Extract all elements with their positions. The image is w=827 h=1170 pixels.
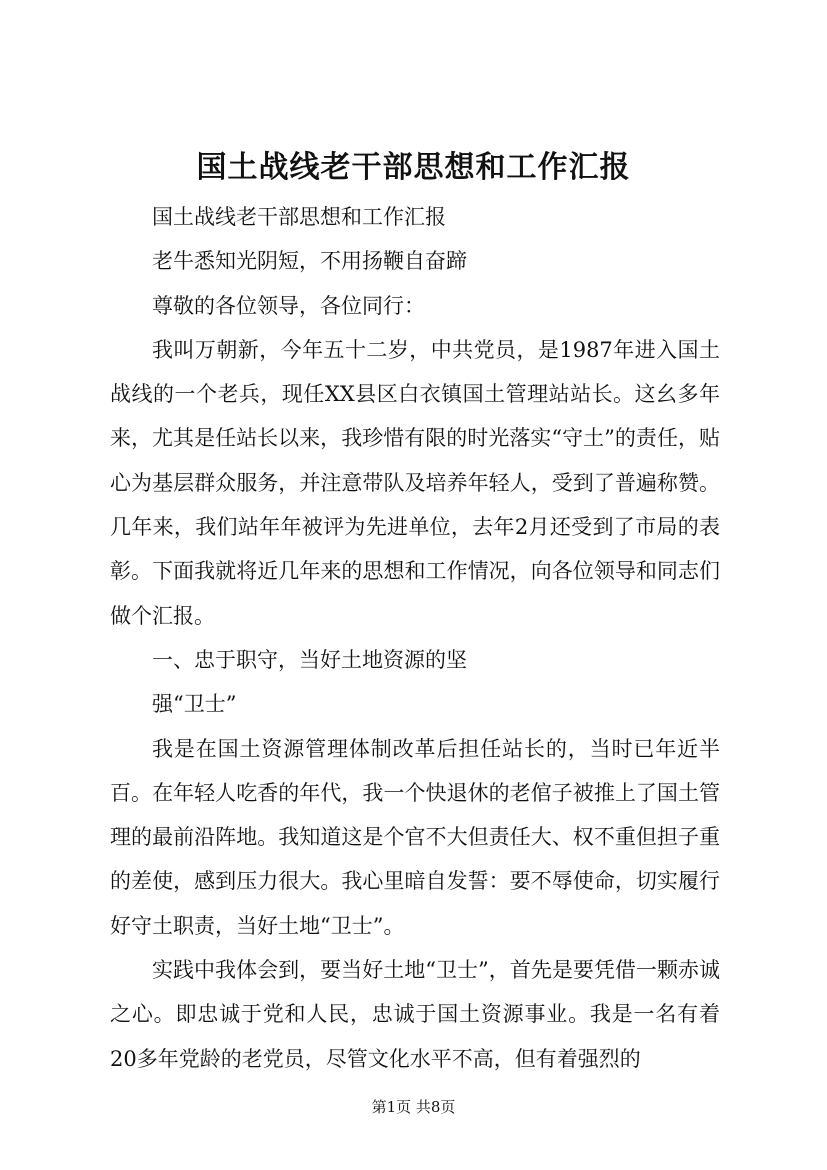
section-heading-line2: 强“卫士” <box>152 692 237 717</box>
paragraph-subtitle: 国土战线老干部思想和工作汇报 <box>152 205 446 229</box>
paragraph-salutation: 尊敬的各位领导，各位同行： <box>152 293 425 318</box>
section-heading-line1: 一、忠于职守，当好土地资源的坚 <box>152 647 467 672</box>
paragraph-motto: 老牛悉知光阴短，不用扬鞭自奋蹄 <box>152 249 467 274</box>
page-number-footer: 第1页 共8页 <box>371 1098 456 1116</box>
paragraph-introduction: 我叫万朝新，今年五十二岁，中共党员，是1987年进入国土战线的一个老兵，现任XX县区白衣镇国土管理站站长。这幺多年来，尤其是任站长以来，我珍惜有限的时光落实“守土”的责任，贴心为基层群众服务，并注意带队及培养年轻人，受到了普遍称赞。几年来，我们站年年被评为先进单位，去年2月还受到了市局的表彰。下面我就将近几年来的思想和工作情况，向各位领导和同志们做个汇报。 <box>110 337 720 628</box>
paragraph-body: 实践中我体会到，要当好土地“卫士”，首先是要凭借一颗赤诚之心。即忠诚于党和人民，忠诚于国土资源事业。我是一名有着20多年党龄的老党员，尽管文化水平不高，但有着强烈的 <box>110 958 720 1071</box>
document-body <box>110 195 720 1081</box>
paragraph-body: 我是在国土资源管理体制改革后担任站长的，当时已年近半百。在年轻人吃香的年代，我一个快退休的老倌子被推上了国土管理的最前沿阵地。我知道这是个官不大但责任大、权不重但担子重的差使，感到压力很大。我心里暗自发誓：要不辱使命，切实履行好守土职责，当好土地“卫士”。 <box>110 736 720 938</box>
document-title: 国土战线老干部思想和工作汇报 <box>196 150 631 185</box>
